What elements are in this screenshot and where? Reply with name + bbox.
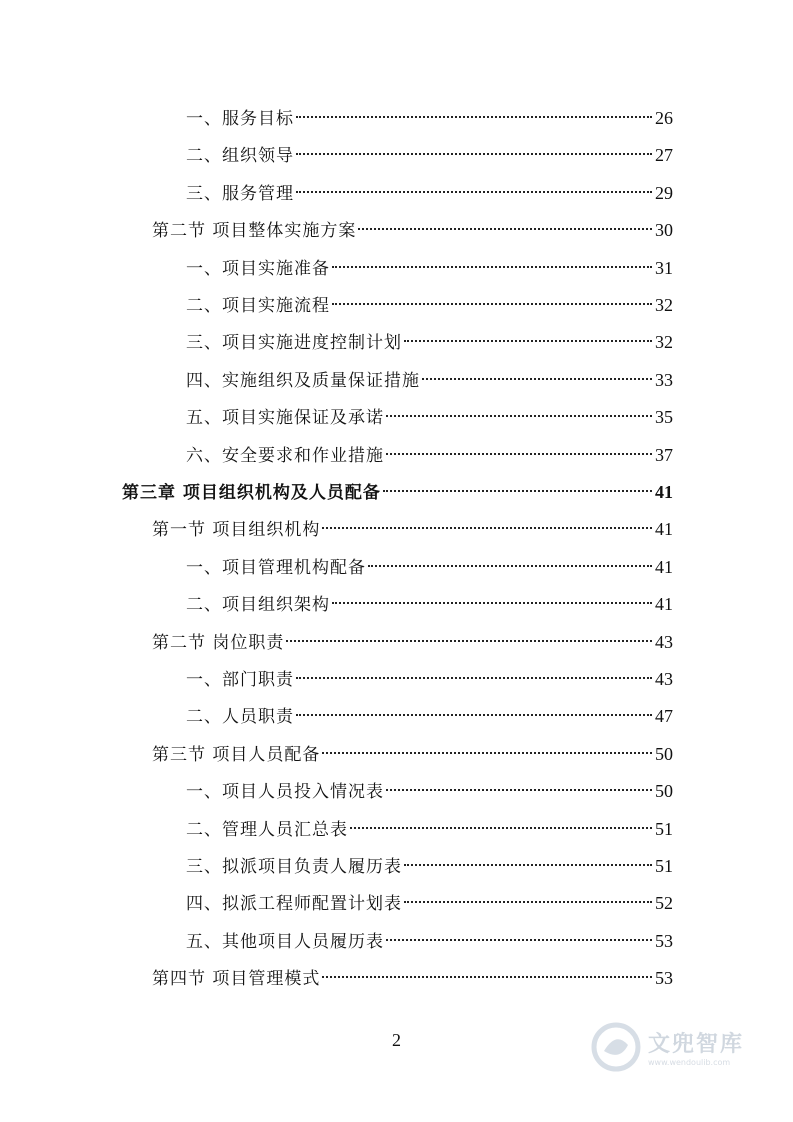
toc-entry-title: 三、拟派项目负责人履历表	[186, 857, 402, 877]
toc-dot-leader	[404, 340, 652, 342]
toc-entry-page-number: 30	[655, 220, 673, 241]
toc-entry-title: 二、组织领导	[186, 146, 294, 167]
toc-entry-title: 四、拟派工程师配置计划表	[186, 894, 402, 915]
toc-entry-title: 二、项目实施流程	[186, 296, 330, 316]
toc-subsection-entry[interactable]	[186, 137, 673, 174]
toc-entry-page-number: 41	[655, 556, 673, 577]
toc-entry-page-number: 41	[655, 594, 673, 615]
toc-dot-leader	[296, 677, 652, 679]
toc-dot-leader	[286, 640, 652, 642]
toc-entry-title: 第四节 项目管理模式	[152, 969, 321, 990]
toc-entry-title: 第二节 岗位职责	[152, 632, 285, 653]
toc-dot-leader	[332, 602, 652, 604]
toc-dot-leader	[322, 527, 652, 529]
toc-entry-title: 一、项目管理机构配备	[186, 557, 366, 578]
toc-subsection-entry[interactable]	[186, 100, 673, 137]
toc-entry-title: 第二节 项目整体实施方案	[152, 221, 357, 242]
toc-dot-leader	[296, 153, 652, 155]
toc-subsection-entry[interactable]	[186, 773, 673, 810]
toc-entry-page-number: 53	[655, 930, 673, 951]
toc-dot-leader	[383, 490, 652, 492]
toc-entry-title: 五、其他项目人员履历表	[186, 931, 384, 952]
toc-entry-title: 四、实施组织及质量保证措施	[186, 370, 420, 391]
toc-subsection-entry[interactable]	[186, 362, 673, 399]
toc-chapter-entry[interactable]	[122, 474, 673, 511]
toc-entry-title: 一、服务目标	[186, 109, 294, 129]
toc-subsection-entry[interactable]	[186, 811, 673, 848]
toc-dot-leader	[332, 303, 652, 305]
toc-entry-title: 一、项目人员投入情况表	[186, 782, 384, 803]
toc-dot-leader	[322, 976, 652, 978]
toc-entry-title: 二、项目组织架构	[186, 595, 330, 616]
toc-dot-leader	[386, 939, 652, 941]
toc-entry-title: 第三章 项目组织机构及人员配备	[122, 483, 381, 503]
toc-subsection-entry[interactable]	[186, 586, 673, 623]
toc-section-entry[interactable]	[152, 212, 673, 249]
toc-entry-page-number: 47	[655, 706, 673, 727]
wendou-logo-icon	[590, 1021, 642, 1073]
toc-dot-leader	[386, 453, 652, 455]
toc-subsection-entry[interactable]	[186, 324, 673, 361]
toc-subsection-entry[interactable]	[186, 549, 673, 586]
toc-entry-page-number: 50	[655, 743, 673, 764]
watermark	[590, 1018, 780, 1076]
toc-dot-leader	[404, 864, 652, 866]
toc-entry-page-number: 53	[655, 968, 673, 989]
toc-dot-leader	[386, 415, 652, 417]
toc-entry-title: 第一节 项目组织机构	[152, 520, 321, 541]
toc-section-entry[interactable]	[152, 624, 673, 661]
toc-entry-page-number: 51	[655, 856, 673, 876]
toc-entry-title: 二、管理人员汇总表	[186, 819, 348, 840]
toc-dot-leader	[296, 191, 652, 193]
toc-entry-page-number: 29	[655, 182, 673, 203]
toc-entry-page-number: 32	[655, 332, 673, 353]
toc-subsection-entry[interactable]	[186, 698, 673, 735]
toc-entry-page-number: 37	[655, 444, 673, 465]
watermark-url: www.wendoulib.com	[648, 1058, 731, 1067]
toc-dot-leader	[296, 714, 652, 716]
footer-page-number: 2	[392, 1030, 401, 1050]
toc-dot-leader	[350, 827, 652, 829]
toc-subsection-entry[interactable]	[186, 848, 673, 885]
toc-dot-leader	[368, 565, 652, 567]
toc-entry-title: 二、人员职责	[186, 707, 294, 728]
toc-entry-page-number: 35	[655, 407, 673, 428]
toc-entry-title: 一、部门职责	[186, 670, 294, 690]
watermark-name: 文兜智库	[648, 1032, 745, 1057]
toc-entry-page-number: 41	[655, 519, 673, 540]
toc-entry-page-number: 33	[655, 369, 673, 390]
toc-entry-title: 五、项目实施保证及承诺	[186, 408, 384, 429]
toc-dot-leader	[358, 228, 652, 230]
toc-entry-page-number: 50	[655, 781, 673, 802]
toc-subsection-entry[interactable]	[186, 399, 673, 436]
toc-dot-leader	[322, 752, 652, 754]
toc-subsection-entry[interactable]	[186, 885, 673, 922]
toc-subsection-entry[interactable]	[186, 287, 673, 324]
toc-entry-page-number: 52	[655, 893, 673, 914]
toc-entry-page-number: 27	[655, 145, 673, 166]
toc-dot-leader	[332, 266, 652, 268]
toc-entry-title: 一、项目实施准备	[186, 258, 330, 279]
toc-subsection-entry[interactable]	[186, 175, 673, 212]
toc-entry-title: 三、项目实施进度控制计划	[186, 333, 402, 354]
toc-entry-page-number: 26	[655, 108, 673, 128]
toc-dot-leader	[422, 378, 652, 380]
toc-subsection-entry[interactable]	[186, 437, 673, 474]
toc-subsection-entry[interactable]	[186, 661, 673, 698]
toc-entry-page-number: 41	[655, 482, 673, 502]
toc-entry-page-number: 43	[655, 631, 673, 652]
toc-entry-page-number: 31	[655, 257, 673, 278]
toc-entry-page-number: 51	[655, 818, 673, 839]
toc-dot-leader	[404, 901, 652, 903]
toc-section-entry[interactable]	[152, 960, 673, 997]
toc-section-entry[interactable]	[152, 511, 673, 548]
toc-entry-page-number: 43	[655, 669, 673, 689]
toc-subsection-entry[interactable]	[186, 923, 673, 960]
toc-dot-leader	[296, 116, 652, 118]
toc-entry-title: 第三节 项目人员配备	[152, 744, 321, 765]
toc-entry-title: 六、安全要求和作业措施	[186, 445, 384, 466]
toc-entry-page-number: 32	[655, 295, 673, 315]
toc-entry-title: 三、服务管理	[186, 183, 294, 204]
toc-subsection-entry[interactable]	[186, 250, 673, 287]
toc-section-entry[interactable]	[152, 736, 673, 773]
toc-dot-leader	[386, 789, 652, 791]
